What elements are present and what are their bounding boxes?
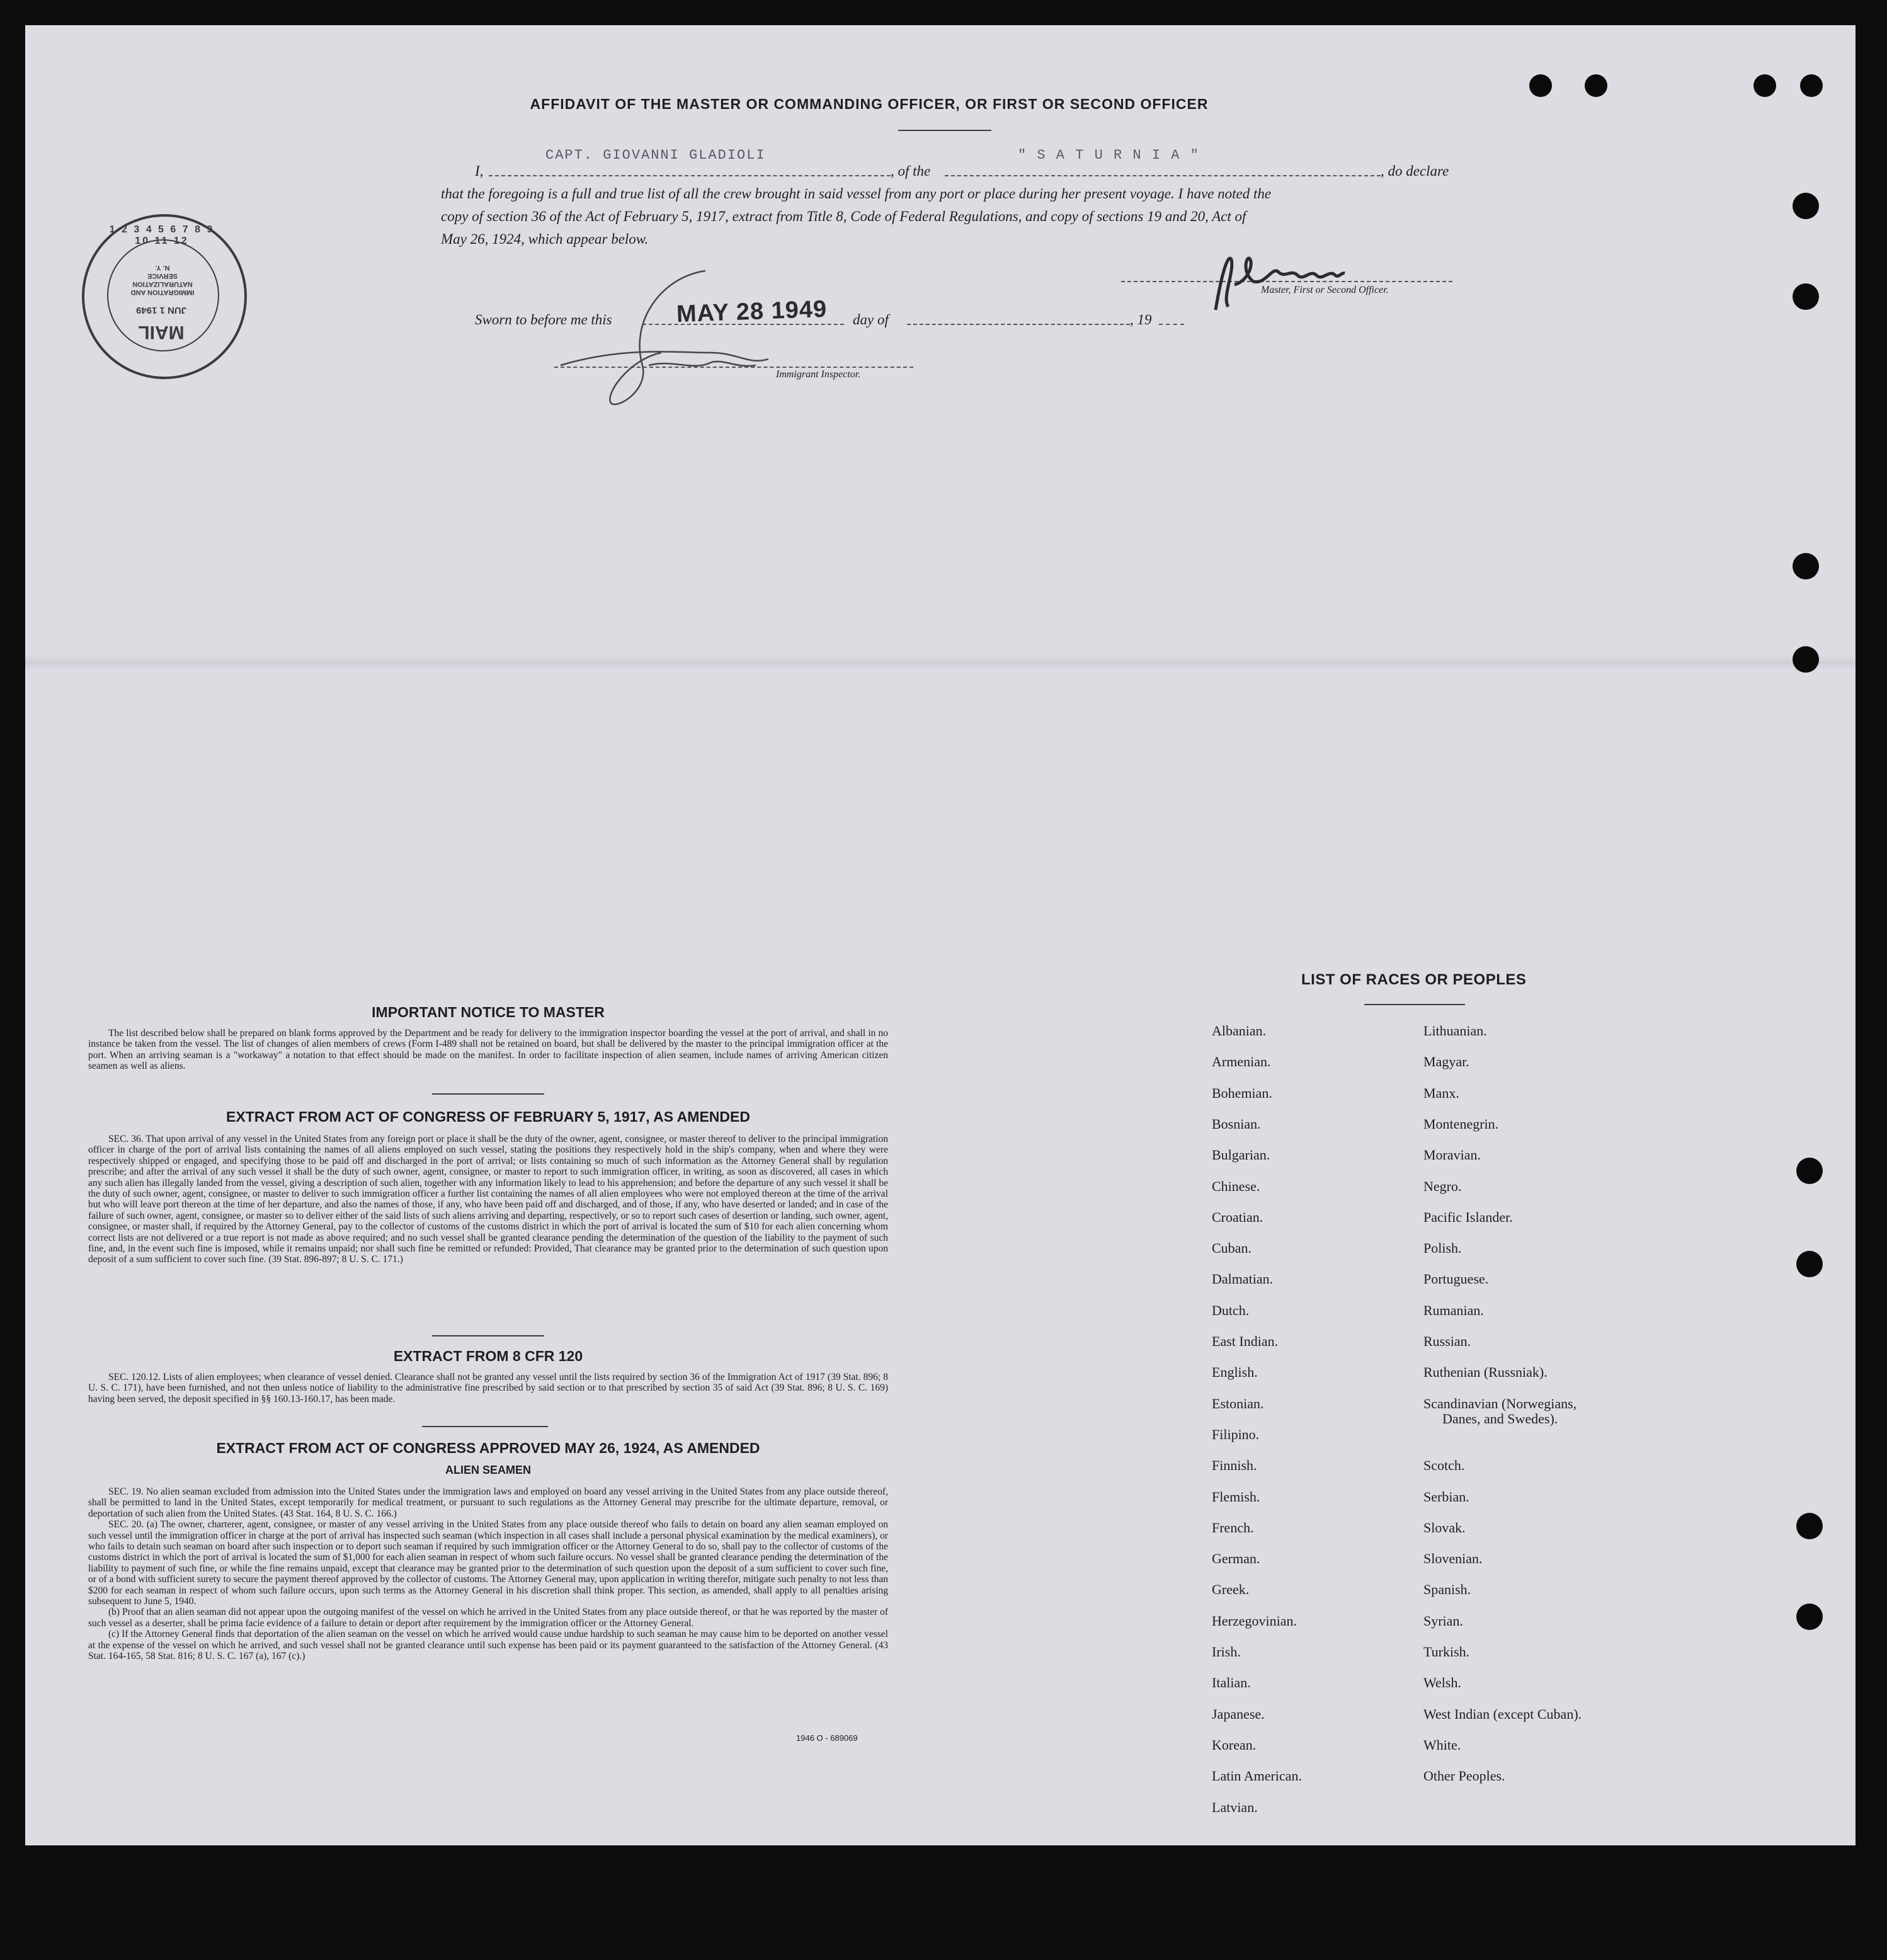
affidavit-line-2: that the foregoing is a full and true list of all the crew brought in said vessel from any port or place during her present voyage. I have noted the [441,186,1272,202]
master-name: CAPT. GIOVANNI GLADIOLI [545,147,766,163]
punch-hole [1800,74,1823,97]
master-signature [1203,247,1455,322]
race-item: Serbian. [1423,1488,1469,1505]
punch-hole [1793,646,1819,673]
affidavit-i: I, [475,163,484,179]
race-item: Syrian. [1423,1612,1463,1629]
affidavit-line-3: copy of section 36 of the Act of February 5, 1917, extract from Title 8, Code of Federal Regulations, and copy of sections 19 and 20, Act of [441,208,1246,224]
seal-date: JUN 1 1949 [135,305,187,316]
race-item: Ruthenian (Russniak). [1423,1364,1548,1381]
year-line [1159,324,1184,325]
race-item: White. [1423,1736,1461,1753]
race-item: Slovak. [1423,1519,1466,1536]
race-item: Dalmatian. [1212,1271,1274,1287]
day-of-text: day of [853,312,889,328]
punch-hole [1796,1604,1823,1630]
race-item: Irish. [1212,1644,1241,1660]
race-item: Rumanian. [1423,1302,1484,1318]
extract-cfr-body: SEC. 120.12. Lists of alien employees; when clearance of vessel denied. Clearance shall not be granted any vessel until the lists required by section 36 of the Immigration Act of 1917 (39 Stat. 896; 8 U. S. C. 171), have been furnished, and not then unless notice of liability to the administrative fine prescribed by said section or to that prescribed by section 35 of said Act (39 Stat. 896; 8 U. S. C. 169) having been served, the deposit specified in §§ 160.13-160.17, has been made. [88,1372,888,1404]
paper-fold [25,655,1856,670]
punch-hole [1529,74,1552,97]
race-item: Korean. [1212,1736,1257,1753]
race-item: Greek. [1212,1581,1250,1598]
race-item: Flemish. [1212,1488,1260,1505]
punch-hole [1585,74,1607,97]
extract-1917-body: SEC. 36. That upon arrival of any vessel in the United States from any foreign port or place it shall be the duty of the owner, agent, consignee, or master thereof to deliver to the principal immigration officer in charge of the port of arrival lists containing the names of all aliens employed on such vessel, stating the positions they respectively hold in the ship's company, when and where they were respectively shipped or engaged, and specifying those to be paid off and discharged in the port of arrival; or lists containing so much of such information as the Attorney General shall by regulation prescribe; and after the arrival of any such vessel it shall be the duty of such owner, agent, consignee, or master to report to such immigration officer, in writing, as soon as discovered, all cases in which any such alien has illegally landed from the vessel, giving a description of such alien, together with any information likely to lead to his apprehension; and before the departure of any such vessel it shall be the duty of such owner, agent, consignee, or master to deliver to such immigration officer a further list containing the names of all alien employees who were not employed thereon at the time of the arrival but who will leave port thereon at the time of her departure, and also the names of those, if any, who have been paid off and discharged, and of those, if any, who have deserted or landed; and in case of the failure of such owner, agent, consignee, or master so to deliver either of the said lists of such aliens arriving and departing, respectively, or so to report such cases of desertion or landing, such owner, agent, consignee, or master shall, if required by the Attorney General, pay to the collector of customs of the customs district in which the port of arrival is located the sum of $10 for each alien concerning whom correct lists are not delivered or a true report is not made as above required; and no such vessel shall be granted clearance pending the determination of the question of the liability to the payment of such fine, and, in the event such fine is imposed, while it remains unpaid; nor shall such fine be remitted or refunded: Provided, That clearance may be granted prior to the determination of such question upon deposit of a sum sufficient to cover such fine. (39 Stat. 896-897; 8 U. S. C. 171.) [88,1134,888,1265]
race-item: Magyar. [1423,1054,1469,1070]
race-item: Scandinavian (Norwegians, [1423,1395,1577,1411]
race-item: Negro. [1423,1178,1462,1194]
race-item: Slovenian. [1423,1551,1483,1567]
race-item: Other Peoples. [1423,1768,1505,1784]
affidavit-of-the: , of the [891,163,931,179]
race-item: Turkish. [1423,1644,1470,1660]
punch-hole [1793,283,1819,310]
punch-hole [1796,1513,1823,1539]
race-item: Bohemian. [1212,1085,1272,1101]
race-item: Chinese. [1212,1178,1260,1194]
notice-body: The list described below shall be prepared on blank forms approved by the Department and be ready for delivery to the immigration inspector boarding the vessel at the port of arrival, and shall in no instance be taken from the vessel. The list of changes of alien members of crews (Form I-489 shall not be retained on board, but shall be delivered by the master to the principal immigration officer at the port. When an arriving seaman is a "workaway" a notation to that effect should be made on the manifest. In order to facilitate inspection of alien seamen, include names of arriving American citizen seamen as well as aliens. [88,1028,888,1072]
race-item: Welsh. [1423,1675,1461,1691]
do-declare: , do declare [1381,163,1449,179]
affidavit-line-4: May 26, 1924, which appear below. [441,231,649,247]
notice-title: IMPORTANT NOTICE TO MASTER [372,1004,605,1020]
race-item: Latvian. [1212,1799,1258,1815]
inspector-caption: Immigrant Inspector. [776,369,861,380]
punch-hole [1753,74,1776,97]
title-rule [898,130,991,131]
race-item: French. [1212,1519,1254,1536]
name-line [489,175,891,176]
race-item: Japanese. [1212,1706,1265,1722]
section-rule [422,1426,548,1427]
race-item: Latin American. [1212,1768,1302,1784]
seal-agency-text: IMMIGRATION AND NATURALIZATION SERVICE N. Y. [130,264,195,296]
race-item: Russian. [1423,1333,1471,1349]
extract-1924-title: EXTRACT FROM ACT OF CONGRESS APPROVED MAY 26, 1924, AS AMENDED [216,1440,760,1456]
race-item: Italian. [1212,1675,1251,1691]
punch-hole [1796,1158,1823,1184]
race-item: Danes, and Swedes). [1442,1410,1558,1427]
inspector-signature [548,258,812,422]
race-item: Pacific Islander. [1423,1209,1513,1225]
races-title-rule [1364,1004,1465,1005]
race-item: Lithuanian. [1423,1023,1487,1039]
race-item: Bosnian. [1212,1115,1261,1132]
year-prefix: , 19 [1130,312,1152,328]
affidavit-title: AFFIDAVIT OF THE MASTER OR COMMANDING OFFICER, OR FIRST OR SECOND OFFICER [530,96,1209,112]
punch-hole [1793,193,1819,219]
race-item: Montenegrin. [1423,1115,1499,1132]
race-item: Manx. [1423,1085,1459,1101]
master-caption: Master, First or Second Officer. [1261,285,1389,295]
extract-1924-body: SEC. 19. No alien seaman excluded from admission into the United States under the immigration laws and employed on board any vessel arriving in the United States from any place outside thereof, shall be permitted to land in the United States, except temporarily for medical treatment, or pursuant to such regulations as the Attorney General may prescribe for the ultimate departure, removal, or deportation of such alien from the United States. (43 Stat. 164, 8 U. S. C. 166.) SEC. 20. (a) The owner, charterer, agent, consignee, or master of any vessel arriving in the United States from any place outside thereof who fails to detain on board any alien seaman employed on such vessel until the immigration officer in charge at the port of arrival has inspected such seaman (which inspection in all cases shall include a personal physical examination by the medical examiners), or who fails to detain such seaman on board after such inspection or to deport such seaman if required by such immigration officer or the Attorney General to do so, shall pay to the collector of customs of the customs district in which the port of arrival is located the sum of $1,000 for each alien seaman in respect of whom such failure occurs. No vessel shall be granted clearance pending the determination of the liability to payment of such fine, or while the fine remains unpaid, except that clearance may be granted prior to the determination of such question upon the deposit of a sum sufficient to cover such fine, or of a bond with sufficient surety to secure the payment thereof approved by the collector of customs. The Attorney General may, upon application in writing therefor, mitigate such penalty to not less than $200 for each seaman in respect of whom such failure occurs, upon such terms as the Attorney General in his discretion shall think proper. This section, as amended, shall apply to all penalties arising subsequent to June 5, 1940. (b) Proof that an alien seaman did not appear upon the outgoing manifest of the vessel on which he arrived in the United States from any place outside thereof, or that he was reported by the master of such vessel as a deserter, shall be prima facie evidence of a failure to detain or deport after requirement by the immigration officer or the Attorney General. (c) If the Attorney General finds that deportation of the alien seaman on the vessel on which he arrived would cause undue hardship to such seaman he may cause him to be deported on another vessel at the expense of the vessel on which he arrived, and such vessel shall not be granted clearance until such expense has been paid or its payment guaranteed to the satisfaction of the Attorney General. (43 Stat. 164-165, 58 Stat. 816; 8 U. S. C. 167 (a), 167 (c).) [88,1486,888,1662]
punch-hole [1796,1251,1823,1277]
race-item: Finnish. [1212,1457,1257,1474]
race-item: East Indian. [1212,1333,1279,1349]
race-item: Albanian. [1212,1023,1267,1039]
section-rule [432,1335,544,1336]
race-item: West Indian (except Cuban). [1423,1706,1582,1722]
date-stamp: MAY 28 1949 [676,295,828,328]
race-item: Filipino. [1212,1426,1260,1442]
race-item: Cuban. [1212,1240,1251,1256]
punch-hole [1793,553,1819,579]
print-code: 1946 O - 689069 [796,1733,858,1743]
race-item: Armenian. [1212,1054,1271,1070]
section-rule [432,1093,544,1095]
extract-1917-title: EXTRACT FROM ACT OF CONGRESS OF FEBRUARY 5, 1917, AS AMENDED [226,1108,750,1125]
seal-ring-digits: 1 2 3 4 5 6 7 8 9 10 11 12 [109,224,215,246]
seal-mail: MAIL [138,322,185,343]
race-item: Bulgarian. [1212,1147,1270,1163]
races-title: LIST OF RACES OR PEOPLES [1301,971,1527,988]
vessel-line [945,175,1381,176]
race-item: Dutch. [1212,1302,1250,1318]
race-item: Scotch. [1423,1457,1465,1474]
race-item: Polish. [1423,1240,1462,1256]
race-item: Moravian. [1423,1147,1481,1163]
vessel-name: " S A T U R N I A " [1018,147,1200,163]
race-item: German. [1212,1551,1260,1567]
race-item: Portuguese. [1423,1271,1489,1287]
race-item: English. [1212,1364,1258,1381]
month-line [907,324,1130,325]
race-item: Herzegovinian. [1212,1612,1297,1629]
alien-seamen-subtitle: ALIEN SEAMEN [445,1464,531,1476]
race-item: Estonian. [1212,1395,1264,1411]
race-item: Spanish. [1423,1581,1471,1598]
extract-cfr-title: EXTRACT FROM 8 CFR 120 [393,1348,583,1364]
race-item: Croatian. [1212,1209,1263,1225]
sworn-text: Sworn to before me this [475,312,612,328]
